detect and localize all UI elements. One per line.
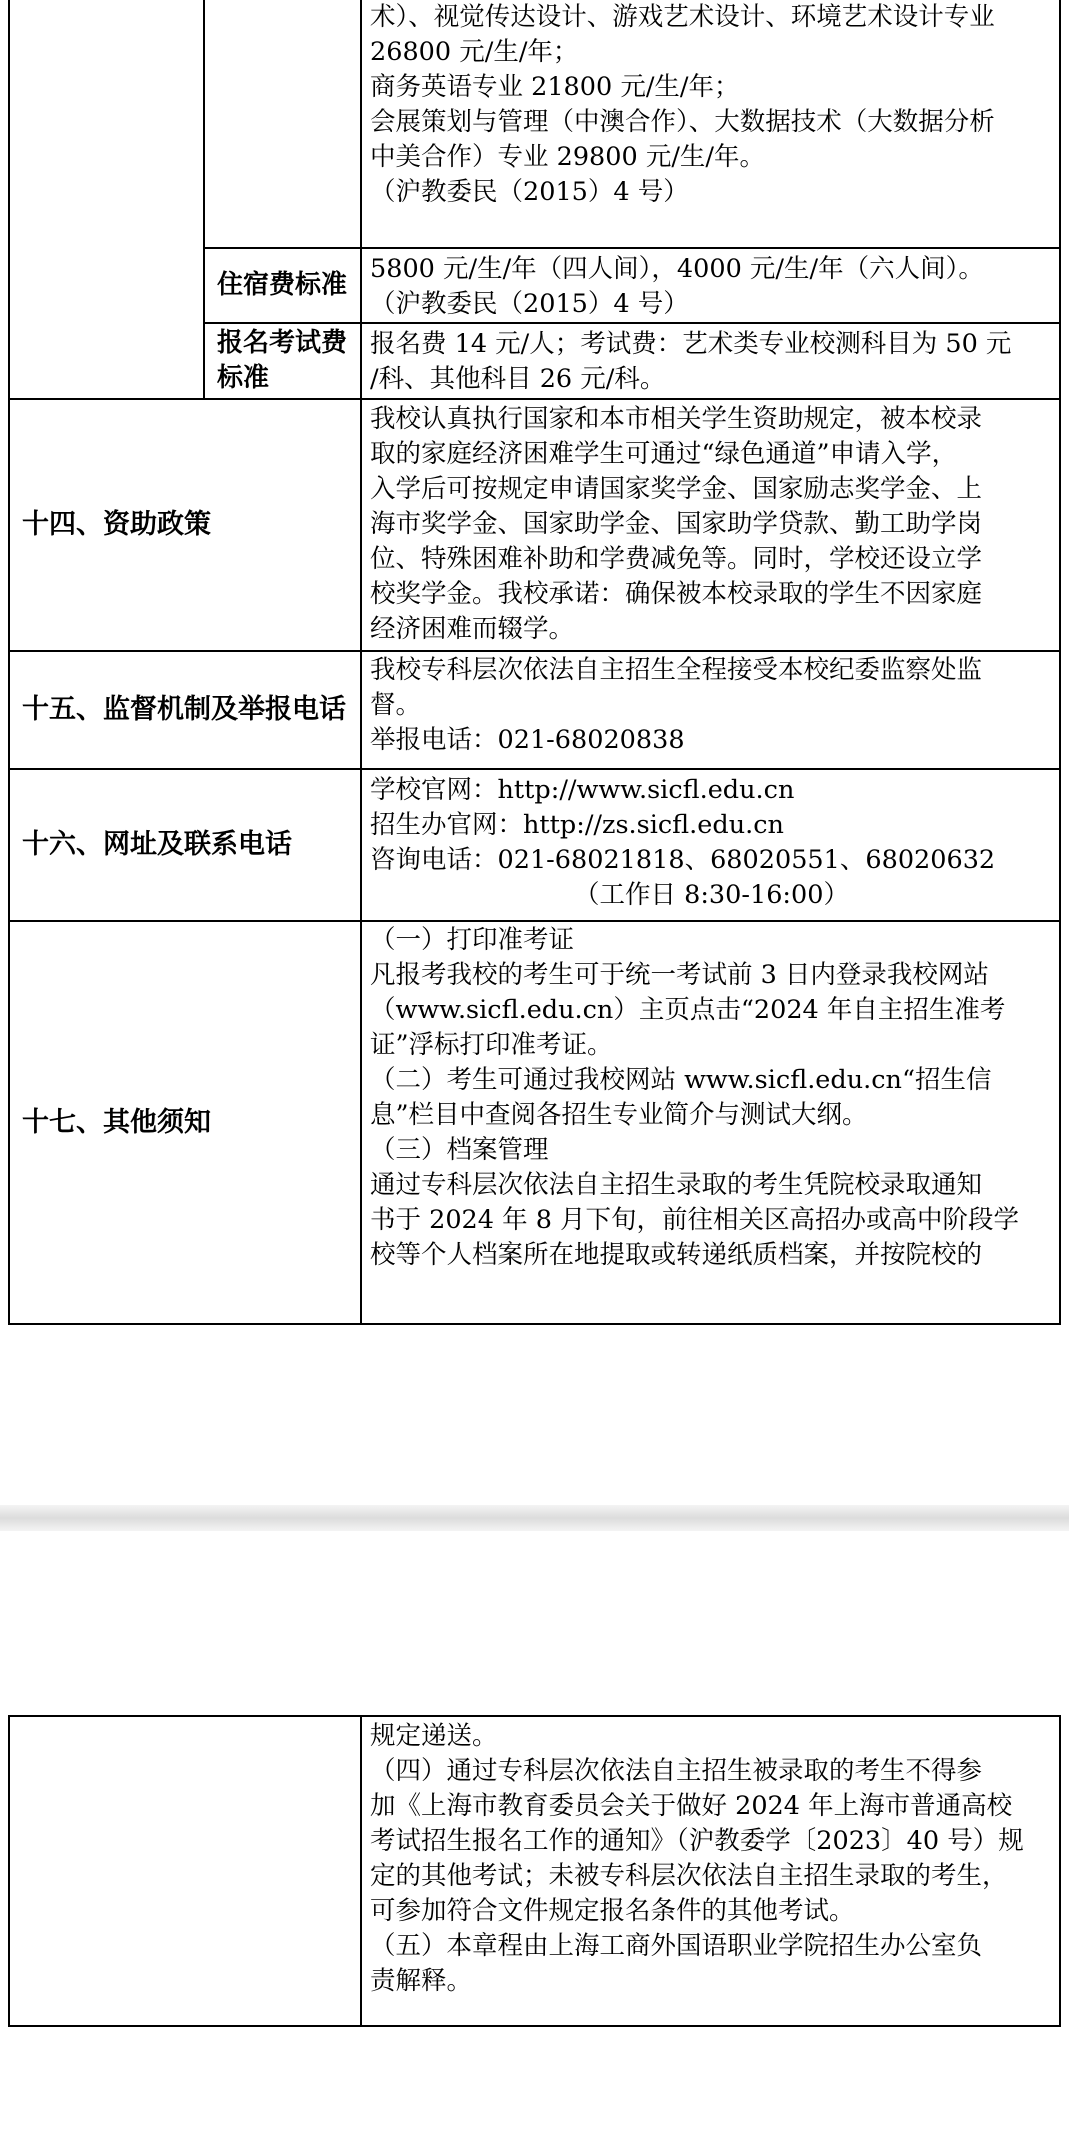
section-16-text <box>362 773 1059 913</box>
document-page-2 <box>0 1531 1069 2130</box>
text-line: 督。 <box>370 690 422 720</box>
section-17-label: 十七、其他须知 <box>22 1106 211 1138</box>
text-line: （沪教委民（2015）4 号） <box>370 177 689 207</box>
section-14-label: 十四、资助政策 <box>22 509 211 540</box>
text-line: （二）考生可通过我校网站 www.sicfl.edu.cn“招生信 <box>370 1065 992 1095</box>
section-17-text <box>362 923 1059 1273</box>
admissions-table-continued <box>8 1715 1061 2027</box>
text-line: 术）、视觉传达设计、游戏艺术设计、环境艺术设计专业 <box>370 2 995 32</box>
text-line: 加《上海市教育委员会关于做好 2024 年上海市普通高校 <box>370 1791 1013 1821</box>
text-line: 商务英语专业 21800 元/生/年； <box>370 72 740 102</box>
text-line: 会展策划与管理（中澳合作）、大数据技术（大数据分析 <box>370 107 995 137</box>
tuition-text <box>362 0 1059 210</box>
dorm-fee-text <box>362 252 1059 322</box>
office-hours: （工作日 8:30-16:00） <box>574 880 849 910</box>
school-website: 学校官网：http://www.sicfl.edu.cn <box>370 775 795 805</box>
text-line: 书于 2024 年 8 月下旬，前往相关区高招办或高中阶段学 <box>370 1205 1020 1235</box>
admissions-website: 招生办官网：http://zs.sicfl.edu.cn <box>370 810 784 840</box>
text-line: 26800 元/生/年； <box>370 37 579 67</box>
text-line: 息”栏目中查阅各招生专业简介与测试大纲。 <box>370 1100 868 1130</box>
table-border <box>1059 0 1061 1325</box>
table-border <box>8 1715 1061 1717</box>
text-line: 中美合作）专业 29800 元/生/年。 <box>370 142 766 172</box>
section-17-text-continued <box>362 1719 1059 1999</box>
text-line: 规定递送。 <box>370 1721 498 1751</box>
section-16-label: 十六、网址及联系电话 <box>22 829 292 860</box>
text-line: （三）档案管理 <box>370 1135 549 1165</box>
table-border <box>8 1323 1061 1325</box>
section-15-label: 十五、监督机制及举报电话 <box>22 694 346 725</box>
text-line: 位、特殊困难补助和学费减免等。同时，学校还设立学 <box>370 544 983 574</box>
text-line: 我校专科层次依法自主招生全程接受本校纪委监察处监 <box>370 655 983 685</box>
consult-phone: 咨询电话：021-68021818、68020551、68020632 <box>370 845 996 875</box>
text-line: 校等个人档案所在地提取或转递纸质档案，并按院校的 <box>370 1240 983 1270</box>
text-line: 定的其他考试；未被专科层次依法自主招生录取的考生， <box>370 1861 1008 1891</box>
table-border <box>8 1715 10 2027</box>
text-line: 凡报考我校的考生可于统一考试前 3 日内登录我校网站 <box>370 960 989 990</box>
text-line: 5800 元/生/年（四人间），4000 元/生/年（六人间）。 <box>370 254 984 284</box>
text-line: （四）通过专科层次依法自主招生被录取的考生不得参 <box>370 1756 983 1786</box>
text-line: 校奖学金。我校承诺：确保被本校录取的学生不因家庭 <box>370 579 983 609</box>
page-separator <box>0 1505 1069 1531</box>
text-line: 取的家庭经济困难学生可通过“绿色通道”申请入学， <box>370 439 958 469</box>
text-line: 入学后可按规定申请国家奖学金、国家励志奖学金、上 <box>370 474 983 504</box>
table-border <box>8 2025 1061 2027</box>
exam-fee-label: 报名考试费 标准 <box>217 328 348 393</box>
text-line: 责解释。 <box>370 1966 473 1996</box>
table-border <box>1059 1715 1061 2027</box>
text-line: （一）打印准考证 <box>370 925 575 955</box>
report-phone: 举报电话：021-68020838 <box>370 725 685 755</box>
text-line: /科、其他科目 26 元/科。 <box>370 364 666 394</box>
text-line: 报名费 14 元/人；考试费：艺术类专业校测科目为 50 元 <box>370 329 1012 359</box>
text-line: 证”浮标打印准考证。 <box>370 1030 613 1060</box>
dorm-fee-label: 住宿费标准 <box>217 270 348 300</box>
text-line: 可参加符合文件规定报名条件的其他考试。 <box>370 1896 855 1926</box>
text-line: 通过专科层次依法自主招生录取的考生凭院校录取通知 <box>370 1170 983 1200</box>
text-line: 经济困难而辍学。 <box>370 614 575 644</box>
admissions-table <box>8 0 1061 1325</box>
text-line: 考试招生报名工作的通知》（沪教委学〔2023〕40 号）规 <box>370 1826 1024 1856</box>
section-14-text <box>362 402 1059 647</box>
text-line: 我校认真执行国家和本市相关学生资助规定，被本校录 <box>370 404 983 434</box>
text-line: （沪教委民（2015）4 号） <box>370 289 689 319</box>
text-line: （五）本章程由上海工商外国语职业学院招生办公室负 <box>370 1931 983 1961</box>
exam-fee-text <box>362 327 1059 397</box>
text-line: 海市奖学金、国家助学金、国家助学贷款、勤工助学岗 <box>370 509 983 539</box>
section-15-text <box>362 653 1059 758</box>
text-line: （www.sicfl.edu.cn）主页点击“2024 年自主招生准考 <box>370 995 1006 1025</box>
